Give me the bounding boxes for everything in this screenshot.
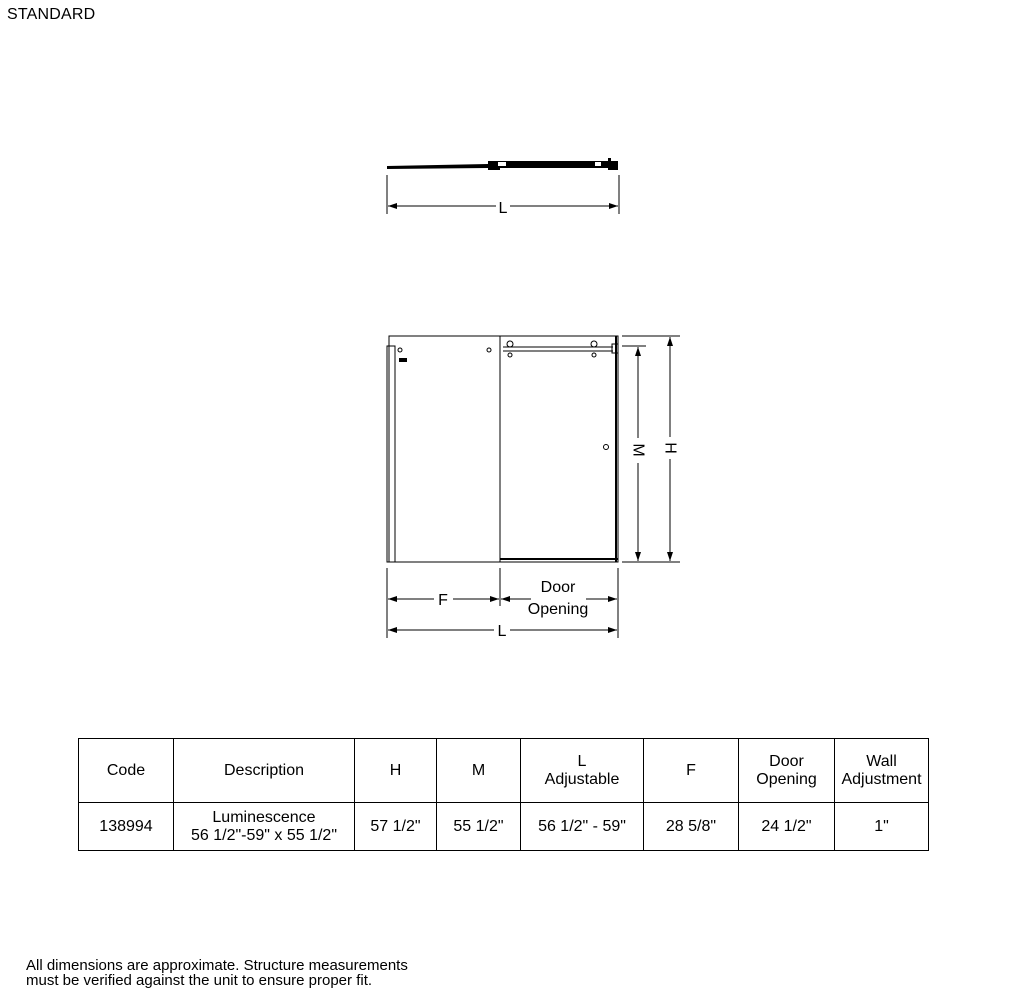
cell-code: 138994	[79, 803, 174, 851]
top-l-label: L	[498, 200, 508, 217]
cell-door-opening: 24 1/2"	[739, 803, 835, 851]
cell-wall-adjustment: 1"	[835, 803, 929, 851]
sliding-door	[500, 336, 618, 562]
disclaimer-note	[26, 958, 408, 988]
table-row	[79, 803, 929, 851]
col-header-h: H	[355, 739, 437, 803]
cell-h: 57 1/2"	[355, 803, 437, 851]
disclaimer-line-2: must be verified against the unit to ensure proper fit.	[26, 972, 373, 989]
header-rail	[503, 344, 618, 353]
front-view	[387, 336, 680, 640]
roller-guide-right-icon	[592, 353, 596, 357]
roller-guide-left-icon	[508, 353, 512, 357]
cell-m: 55 1/2"	[437, 803, 521, 851]
col-header-door-opening: Door Opening	[739, 739, 835, 803]
spec-table-header-row	[79, 739, 929, 803]
wall-jamb	[387, 346, 395, 562]
top-view	[387, 158, 619, 217]
top-rail	[387, 158, 618, 170]
fixed-panel-clip	[399, 358, 407, 362]
disclaimer-line-1: All dimensions are approximate. Structure measurements	[26, 957, 408, 974]
col-header-description: Description	[174, 739, 355, 803]
cell-description: Luminescence 56 1/2"-59" x 55 1/2"	[174, 803, 355, 851]
m-label: M	[629, 443, 647, 457]
col-header-m: M	[437, 739, 521, 803]
roller-left-icon	[507, 341, 513, 347]
front-l-label: L	[497, 623, 507, 640]
f-label: F	[438, 592, 448, 609]
col-header-code: Code	[79, 739, 174, 803]
page-title: STANDARD	[7, 6, 96, 23]
col-header-wall-adjustment: Wall Adjustment	[835, 739, 929, 803]
cell-f: 28 5/8"	[644, 803, 739, 851]
col-header-f: F	[644, 739, 739, 803]
door-opening-label-line1: Door	[540, 579, 576, 596]
h-label: H	[661, 442, 679, 454]
fixed-panel-screw-icon	[398, 348, 402, 352]
spec-table	[78, 738, 929, 851]
door-opening-label-line2: Opening	[527, 601, 589, 618]
cell-l-adjustable: 56 1/2" - 59"	[521, 803, 644, 851]
fixed-panel	[389, 336, 500, 562]
fixed-panel-hole-icon	[487, 348, 491, 352]
roller-right-icon	[591, 341, 597, 347]
door-handle-icon	[604, 445, 609, 450]
col-header-l-adjustable: L Adjustable	[521, 739, 644, 803]
